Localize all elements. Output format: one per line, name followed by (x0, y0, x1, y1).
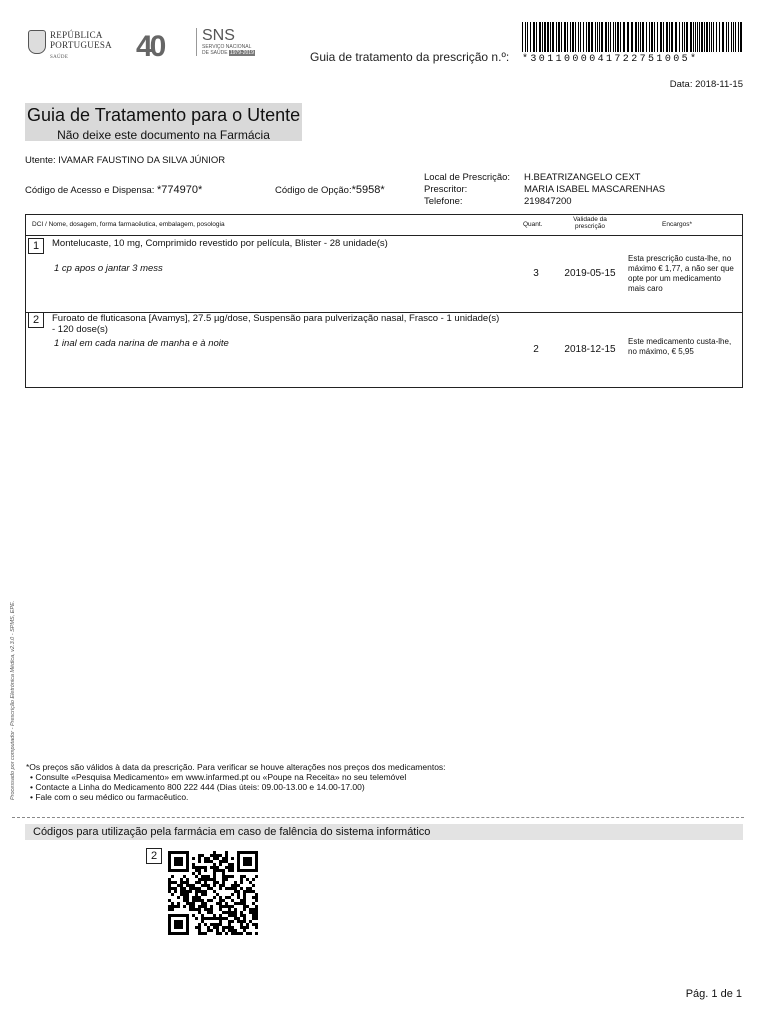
guia-label: Guia de tratamento da prescrição n.º: (310, 50, 510, 64)
medication-table (25, 214, 743, 388)
sns-logo (196, 28, 255, 56)
table-row (26, 312, 742, 386)
republica-sub: SAÚDE (50, 55, 69, 60)
prescritor-value: MARIA ISABEL MASCARENHAS (524, 184, 666, 195)
option-code-label: Código de Opção: (275, 185, 352, 196)
anniversary-logo: 40 (136, 30, 164, 63)
page-title: Guia de Tratamento para o Utente (27, 105, 301, 125)
med-posologia: 1 inal em cada narina de manha e à noite (54, 338, 229, 349)
option-code (275, 184, 385, 196)
access-code (25, 184, 202, 196)
footnote-line2: • Consulte «Pesquisa Medicamento» em www.infarmed.pt ou «Poupe na Receita» no seu telemóvel (30, 772, 407, 782)
row-number: 1 (28, 238, 44, 254)
prescription-values (524, 172, 665, 208)
col-quant: Quant. (523, 221, 543, 228)
page-subtitle: Não deixe este documento na Farmácia (57, 128, 270, 142)
med-quant: 3 (533, 268, 539, 279)
vertical-note: Processado por computador - Prescrição Eletrónica Médica, v2.3.0 - SPMS, EPE. (10, 600, 16, 800)
sns-text: SNS (202, 27, 235, 44)
price-footnote (26, 762, 446, 802)
utente-name: Utente: IVAMAR FAUSTINO DA SILVA JÚNIOR (25, 155, 226, 166)
col-encargos: Encargos* (662, 221, 692, 228)
med-validade: 2019-05-15 (564, 268, 616, 279)
footnote-line1: *Os preços são válidos à data da prescrição. Para verificar se houve alterações nos preços dos medicamentos: (26, 762, 446, 772)
med-validade: 2018-12-15 (564, 344, 616, 355)
republica-portuguesa-logo (28, 30, 112, 63)
telefone-value: 219847200 (524, 196, 572, 207)
barcode-number: *3011000041722751005* (522, 54, 699, 65)
prescritor-label: Prescritor: (424, 184, 468, 195)
med-name: Furoato de fluticasona [Avamys], 27.5 µg/dose, Suspensão para pulverização nasal, Frasco - 1 unidade(s) - 120 dose(s) (52, 313, 500, 335)
med-encargos: Esta prescrição custa-lhe, no máximo € 1,77, a não ser que opte por um medicamento mais caro (628, 254, 734, 293)
republica-line2: PORTUGUESA (50, 40, 112, 50)
republica-line1: REPÚBLICA (50, 30, 103, 40)
prescription-labels (424, 172, 510, 208)
local-label: Local de Prescrição: (424, 172, 511, 183)
sns-sub2: DE SAÚDE (202, 50, 228, 56)
title-box (25, 103, 302, 141)
med-posologia: 1 cp apos o jantar 3 mess (54, 263, 163, 274)
footnote-line4: • Fale com o seu médico ou farmacêutico. (30, 792, 189, 802)
qr-number: 2 (146, 848, 162, 864)
sns-years: 1979-2019 (229, 50, 254, 56)
table-header (26, 215, 742, 236)
access-code-label: Código de Acesso e Dispensa: (25, 185, 155, 196)
med-quant: 2 (533, 344, 539, 355)
barcode (522, 22, 744, 52)
option-code-value: *5958* (351, 184, 385, 196)
page-number: Pág. 1 de 1 (685, 988, 742, 1000)
access-code-value: *774970* (157, 184, 203, 196)
col-dci: DCI / Nome, dosagem, forma farmacêutica, embalagem, posologia (32, 221, 225, 228)
footnote-line3: • Contacte a Linha do Medicamento 800 222 444 (Dias úteis: 09.00-13.00 e 14.00-17.00) (30, 782, 365, 792)
sns-sub1: SERVIÇO NACIONAL (202, 44, 252, 50)
table-row (26, 235, 742, 313)
med-name: Montelucaste, 10 mg, Comprimido revestido por película, Blister - 28 unidade(s) (52, 238, 388, 249)
cut-line (12, 817, 744, 818)
row-number: 2 (28, 312, 44, 328)
med-encargos: Este medicamento custa-lhe, no máximo, € 5,95 (628, 337, 732, 356)
qr-code (168, 851, 258, 935)
telefone-label: Telefone: (424, 196, 463, 207)
crest-icon (28, 30, 46, 54)
fallback-bar: Códigos para utilização pela farmácia em caso de falência do sistema informático (25, 824, 743, 840)
prescription-date: Data: 2018-11-15 (669, 79, 743, 90)
local-value: H.BEATRIZANGELO CEXT (524, 172, 641, 183)
col-validade: Validade da prescrição (573, 216, 607, 230)
